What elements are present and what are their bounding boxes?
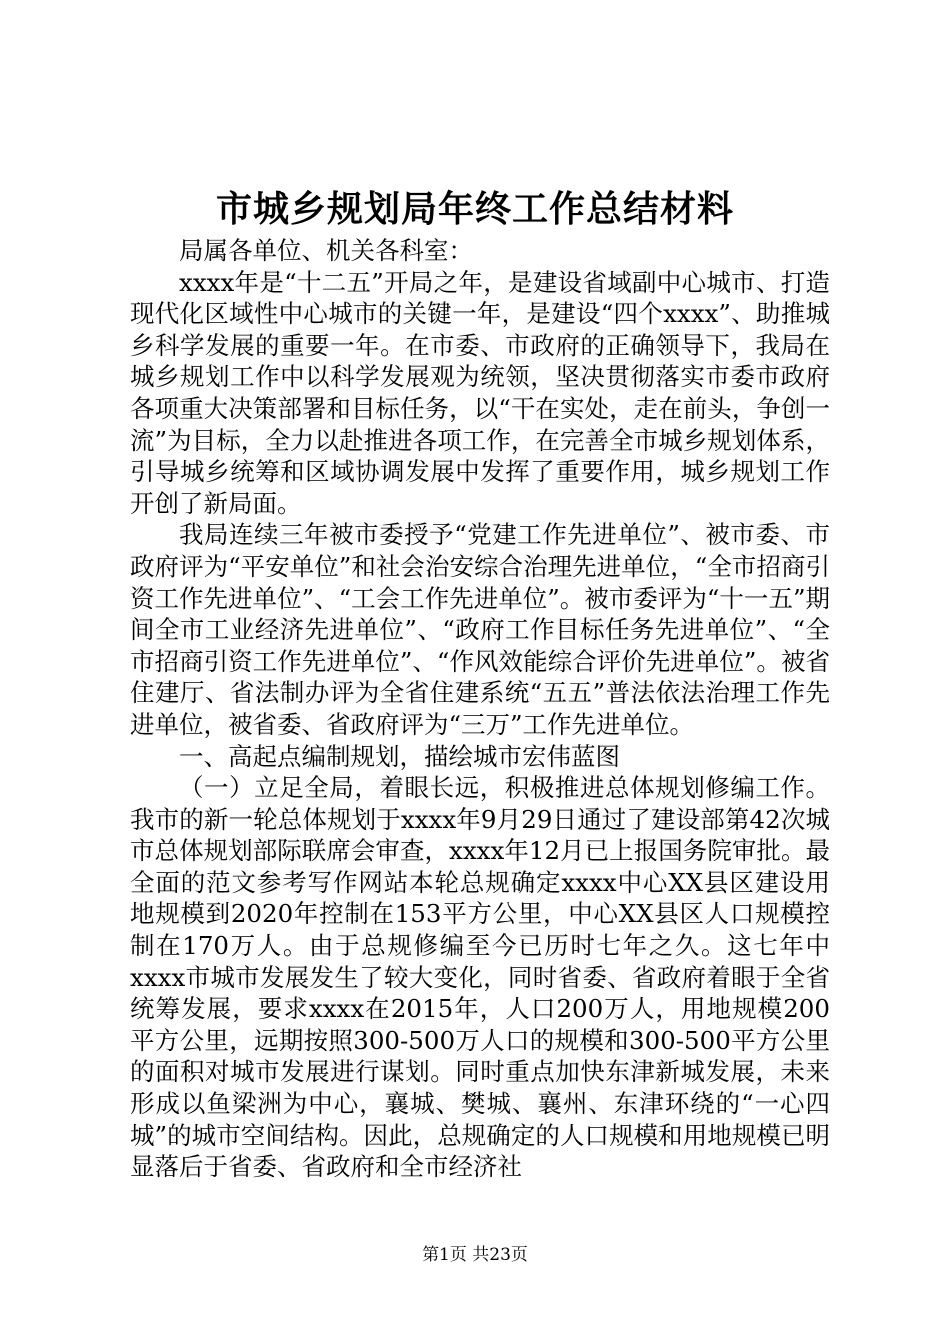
page-number-footer: 第1页 共23页 xyxy=(422,1245,528,1265)
body-paragraph: 我局连续三年被市委授予“党建工作先进单位”、被市委、市政府评为“平安单位”和社会治安综合治理先进单位，“全市招商引资工作先进单位”、“工会工作先进单位”。被市委评为“十一五”期间全市工业经济先进单位”、“政府工作目标任务先进单位”、“全市招商引资工作先进单位”、“作风效能综合评价先进单位”。被省住建厅、省法制办评为全省住建系统“五五”普法依法治理工作先进单位，被省委、省政府评为“三万”工作先进单位。 xyxy=(130,520,830,739)
document-title: 市城乡规划局年终工作总结材料 xyxy=(215,188,734,230)
salutation-paragraph: 局属各单位、机关各科室： xyxy=(179,236,473,265)
document-body xyxy=(130,235,830,1183)
body-paragraph: xxxx年是“十二五”开局之年，是建设省域副中心城市、打造现代化区域性中心城市的关键一年，是建设“四个xxxx”、助推城乡科学发展的重要一年。在市委、市政府的正确领导下，我局在城乡规划工作中以科学发展观为统领，坚决贯彻落实市委市政府各项重大决策部署和目标任务，以“干在实处，走在前头，争创一流”为目标，全力以赴推进各项工作，在完善全市城乡规划体系，引导城乡统筹和区域协调发展中发挥了重要作用，城乡规划工作开创了新局面。 xyxy=(130,267,830,518)
section-heading: 一、高起点编制规划，描绘城市宏伟蓝图 xyxy=(179,741,620,771)
body-paragraph: （一）立足全局，着眼长远，积极推进总体规划修编工作。我市的新一轮总体规划于xxxx年9月29日通过了建设部第42次城市总体规划部际联席会审查，xxxx年12月已上报国务院审批。最全面的范文参考写作网站本轮总规确定xxxx中心XX县区建设用地规模到2020年控制在153平方公里，中心XX县区人口规模控制在170万人。由于总规修编至今已历时七年之久。这七年中xxxx市城市发展发生了较大变化，同时省委、省政府着眼于全省统筹发展，要求xxxx在2015年，人口200万人，用地规模200平方公里，远期按照300-500万人口的规模和300-500平方公里的面积对城市发展进行谋划。同时重点加快东津新城发展，未来形成以鱼梁洲为中心，襄城、樊城、襄州、东津环绕的“一心四城”的城市空间结构。因此，总规确定的人口规模和用地规模已明显落后于省委、省政府和全市经济社 xyxy=(130,773,830,1182)
